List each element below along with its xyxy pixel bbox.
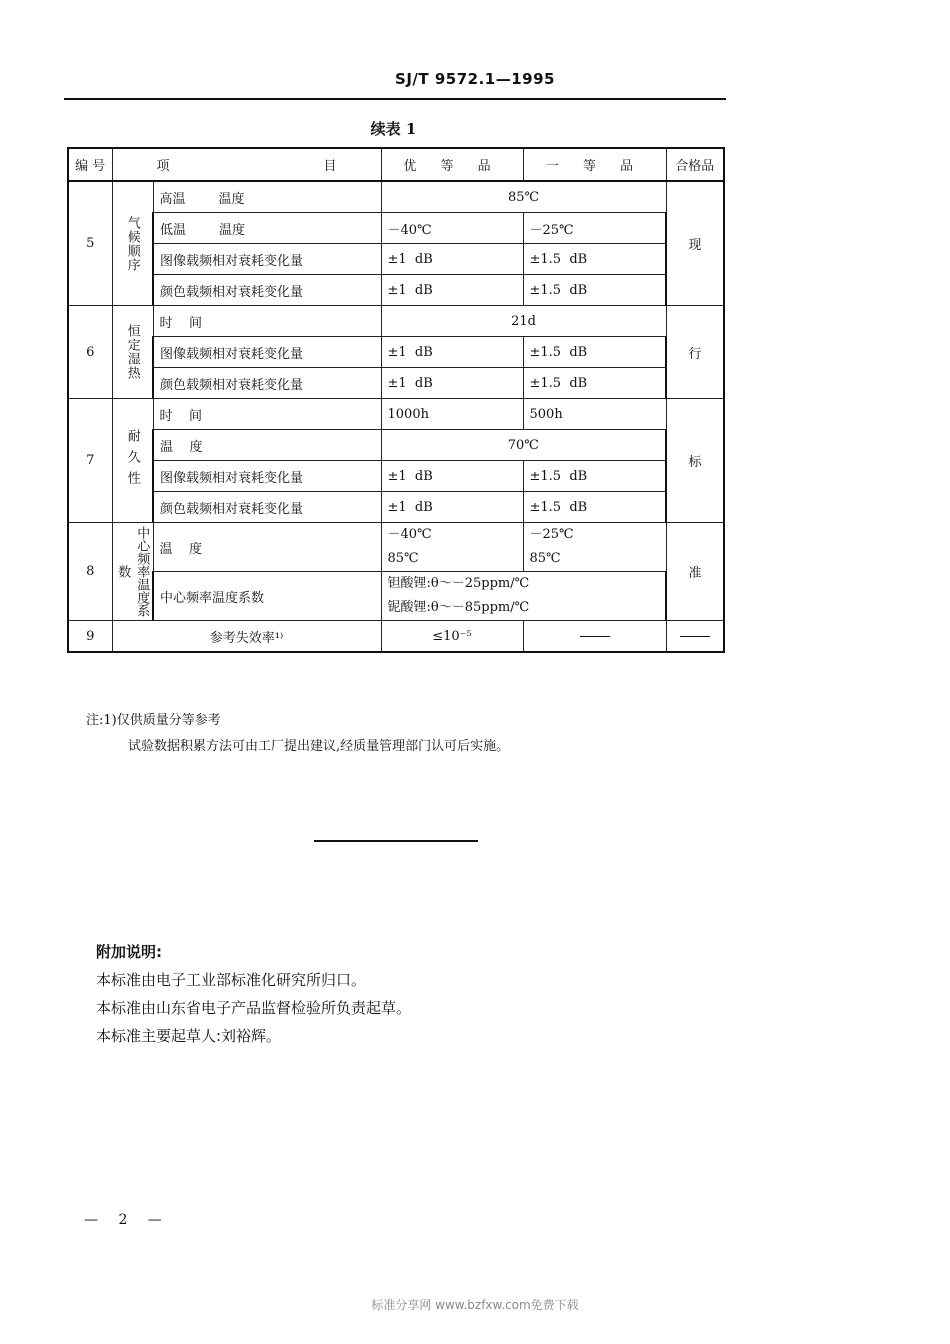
item-cell: 颜色载频相对衰耗变化量 [153, 368, 381, 399]
excellent-value-cell: ±1 dB [381, 492, 523, 523]
item-cell: 高温 温度 [153, 181, 381, 213]
table-row [68, 213, 724, 244]
header-rule [64, 98, 726, 100]
appendix [96, 938, 411, 1050]
qualified-text-3: 标 [666, 399, 724, 523]
col-header-item [112, 148, 381, 181]
end-rule [314, 840, 478, 842]
group-no: 5 [68, 181, 112, 306]
table-row [68, 306, 724, 337]
item-cell: 图像载频相对衰耗变化量 [153, 461, 381, 492]
first-value-cell: ±1.5 dB [523, 368, 666, 399]
first-value-line2: 85℃ [529, 551, 561, 566]
excellent-value-cell: ±1 dB [381, 244, 523, 275]
excellent-value-line2: 85℃ [387, 551, 419, 566]
col-header-item-a: 项 [156, 159, 170, 174]
group-no: 6 [68, 306, 112, 399]
table-row [68, 492, 724, 523]
group-name: 耐久性 [112, 399, 153, 523]
table-row [68, 368, 724, 399]
merged-value-cell: 85℃ [381, 181, 666, 213]
excellent-value-cell: ≤10⁻⁵ [381, 621, 523, 653]
group-no: 7 [68, 399, 112, 523]
col-header-qualified: 合格品 [666, 148, 724, 181]
dash-placeholder [580, 636, 610, 637]
qualified-text-1: 现 [666, 181, 724, 306]
dash-placeholder [680, 636, 710, 637]
table-row [68, 621, 724, 653]
item-cell: 图像载频相对衰耗变化量 [153, 337, 381, 368]
note-line-1: 注:1)仅供质量分等参考 [86, 713, 221, 728]
item-cell: 温 度 [153, 523, 381, 572]
group-no: 9 [68, 621, 112, 653]
table-row [68, 337, 724, 368]
col-header-first: 一 等 品 [523, 148, 666, 181]
item-cell: 中心频率温度系数 [153, 572, 381, 621]
col-header-no: 编 号 [68, 148, 112, 181]
item-cell: 颜色载频相对衰耗变化量 [153, 275, 381, 306]
excellent-value-cell: ±1 dB [381, 275, 523, 306]
page-number: — 2 — [84, 1212, 170, 1228]
first-value-line1: －25℃ [529, 527, 574, 542]
group-no: 8 [68, 523, 112, 621]
merged-value-cell: 70℃ [381, 430, 666, 461]
first-value-cell: ±1.5 dB [523, 337, 666, 368]
first-value-cell [523, 523, 666, 572]
merged-value-cell [381, 572, 666, 621]
first-value-cell [523, 621, 666, 653]
excellent-value-cell: －40℃ [381, 213, 523, 244]
appendix-line: 本标准主要起草人:刘裕辉。 [96, 1027, 282, 1045]
table-title: 续表 1 [370, 120, 417, 138]
qualified-value-cell [666, 621, 724, 653]
group-name: 气候顺序 [112, 181, 153, 306]
col-header-excellent: 优 等 品 [381, 148, 523, 181]
item-cell: 图像载频相对衰耗变化量 [153, 244, 381, 275]
table-notes [86, 708, 509, 760]
table-row [68, 572, 724, 621]
watermark: 标准分享网 www.bzfxw.com免费下载 [371, 1298, 579, 1312]
excellent-value-cell: ±1 dB [381, 337, 523, 368]
item-cell: 时 间 [153, 399, 381, 430]
coefficient-line2: 铌酸锂:θ～－85ppm/℃ [387, 600, 530, 615]
first-value-cell: ±1.5 dB [523, 244, 666, 275]
excellent-value-cell: ±1 dB [381, 461, 523, 492]
item-cell: 低温 温度 [153, 213, 381, 244]
table-header-row [68, 148, 724, 181]
table-row [68, 181, 724, 213]
note-line-2: 试验数据积累方法可由工厂提出建议,经质量管理部门认可后实施。 [128, 739, 510, 754]
table-row [68, 523, 724, 572]
first-value-cell: －25℃ [523, 213, 666, 244]
appendix-title: 附加说明: [96, 943, 162, 961]
excellent-value-cell [381, 523, 523, 572]
coefficient-line1: 钽酸锂:θ～－25ppm/℃ [387, 576, 530, 591]
qualified-text-2: 行 [666, 306, 724, 399]
group-name: 中心频率温度系数 [112, 523, 153, 621]
table-row [68, 275, 724, 306]
spec-table [67, 147, 725, 653]
qualified-text-4: 准 [666, 523, 724, 621]
table-row [68, 244, 724, 275]
table-row [68, 399, 724, 430]
excellent-value-cell: 1000h [381, 399, 523, 430]
item-cell: 参考失效率¹⁾ [112, 621, 381, 653]
first-value-cell: ±1.5 dB [523, 275, 666, 306]
col-header-item-b: 目 [323, 159, 337, 174]
table-row [68, 430, 724, 461]
item-cell: 颜色载频相对衰耗变化量 [153, 492, 381, 523]
excellent-value-line1: －40℃ [387, 527, 432, 542]
table-row [68, 461, 724, 492]
item-cell: 时 间 [153, 306, 381, 337]
first-value-cell: ±1.5 dB [523, 492, 666, 523]
appendix-line: 本标准由山东省电子产品监督检验所负责起草。 [96, 999, 412, 1017]
group-name: 恒定湿热 [112, 306, 153, 399]
excellent-value-cell: ±1 dB [381, 368, 523, 399]
first-value-cell: 500h [523, 399, 666, 430]
appendix-line: 本标准由电子工业部标准化研究所归口。 [96, 971, 367, 989]
first-value-cell: ±1.5 dB [523, 461, 666, 492]
merged-value-cell: 21d [381, 306, 666, 337]
document-code: SJ/T 9572.1—1995 [395, 70, 555, 88]
item-cell: 温 度 [153, 430, 381, 461]
